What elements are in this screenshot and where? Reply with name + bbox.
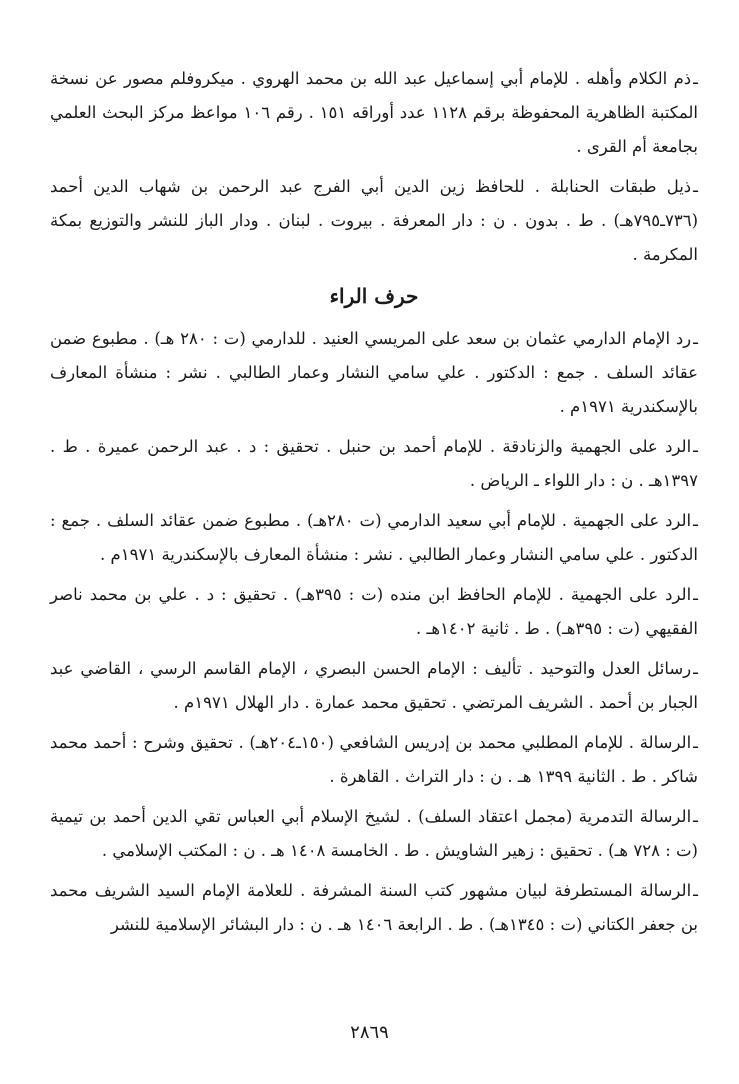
entry-text: الرد على الجهمية . للإمام الحافظ ابن منده (ت : ٣٩٥هـ) . تحقيق : د . علي بن محمد ناصر الفقيهي (ت : ٣٩٥هـ) . ط . ثانية ١٤٠٢هـ . [50, 585, 698, 638]
bibliography-entry: ـالرسالة المستطرفة لبيان مشهور كتب السنة المشرفة . للعلامة الإمام السيد الشريف محمد بن جعفر الكتاني (ت : ١٣٤٥هـ) . ط . الرابعة ١٤٠٦ هـ . ن : دار البشائر الإسلامية للنشر [50, 881, 698, 934]
entry-text: الرد على الجهمية والزنادقة . للإمام أحمد بن حنبل . تحقيق : د . عبد الرحمن عميرة . ط . ١٣٩٧هـ . ن : دار اللواء ـ الرياض . [50, 437, 698, 490]
bibliography-entry: ـالرسالة التدمرية (مجمل اعتقاد السلف) . لشيخ الإسلام أبي العباس تقي الدين أحمد بن تيمية (ت : ٧٢٨ هـ) . تحقيق : زهير الشاويش . ط . الخامسة ١٤٠٨ هـ . ن : المكتب الإسلامي . [50, 807, 698, 860]
entry-text: الرسالة . للإمام المطلبي محمد بن إدريس الشافعي (١٥٠ـ٢٠٤هـ) . تحقيق وشرح : أحمد محمد شاكر . ط . الثانية ١٣٩٩ هـ . ن : دار التراث . القاهرة . [50, 733, 698, 786]
page-number: ٢٨٦٩ [350, 1022, 389, 1043]
bibliography-entry: ـذم الكلام وأهله . للإمام أبي إسماعيل عبد الله بن محمد الهروي . ميكروفلم مصور عن نسخة المكتبة الظاهرية المحفوظة برقم ١١٢٨ عدد أوراقه ١٥١ . رقم ١٠٦ مواعظ مركز البحث العلمي بجامعة أم القرى . [50, 69, 699, 156]
bibliography-entry: ـذيل طبقات الحنابلة . للحافظ زين الدين أبي الفرج عبد الرحمن بن شهاب الدين أحمد (٧٣٦ـ٧٩٥هـ) . ط . بدون . ن : دار المعرفة . بيروت . لبنان . ودار الباز للنشر والتوزيع بمكة المكرمة . [50, 177, 698, 264]
entry-text: رد الإمام الدارمي عثمان بن سعد على المريسي العنيد . للدارمي (ت : ٢٨٠ هـ) . مطبوع ضمن عقائد السلف . جمع : الدكتور . علي سامي النشار وعمار الطالبي . نشر : منشأة المعارف بالإسكندرية ١٩٧١م . [50, 329, 698, 416]
bibliography-entry: ـرسائل العدل والتوحيد . تأليف : الإمام الحسن البصري ، الإمام القاسم الرسي ، القاضي عبد الجبار بن أحمد . الشريف المرتضي . تحقيق محمد عمارة . دار الهلال ١٩٧١م . [50, 659, 698, 712]
entry-text: رسائل العدل والتوحيد . تأليف : الإمام الحسن البصري ، الإمام القاسم الرسي ، القاضي عبد الجبار بن أحمد . الشريف المرتضي . تحقيق محمد عمارة . دار الهلال ١٩٧١م . [50, 659, 698, 712]
bibliography-entry: ـالرد على الجهمية . للإمام الحافظ ابن منده (ت : ٣٩٥هـ) . تحقيق : د . علي بن محمد ناصر الفقيهي (ت : ٣٩٥هـ) . ط . ثانية ١٤٠٢هـ . [50, 585, 699, 638]
entry-text: الرسالة التدمرية (مجمل اعتقاد السلف) . لشيخ الإسلام أبي العباس تقي الدين أحمد بن تيمية (ت : ٧٢٨ هـ) . تحقيق : زهير الشاويش . ط . الخامسة ١٤٠٨ هـ . ن : المكتب الإسلامي . [50, 807, 698, 860]
entry-text: ذم الكلام وأهله . للإمام أبي إسماعيل عبد الله بن محمد الهروي . ميكروفلم مصور عن نسخة المكتبة الظاهرية المحفوظة برقم ١١٢٨ عدد أوراقه ١٥١ . رقم ١٠٦ مواعظ مركز البحث العلمي بجامعة أم القرى . [50, 69, 699, 156]
entry-text: الرسالة المستطرفة لبيان مشهور كتب السنة المشرفة . للعلامة الإمام السيد الشريف محمد بن جعفر الكتاني (ت : ١٣٤٥هـ) . ط . الرابعة ١٤٠٦ هـ . ن : دار البشائر الإسلامية للنشر [50, 881, 698, 934]
bibliography-entry: ـالرسالة . للإمام المطلبي محمد بن إدريس الشافعي (١٥٠ـ٢٠٤هـ) . تحقيق وشرح : أحمد محمد شاكر . ط . الثانية ١٣٩٩ هـ . ن : دار التراث . القاهرة . [50, 733, 698, 786]
bibliography-entry: ـالرد على الجهمية والزنادقة . للإمام أحمد بن حنبل . تحقيق : د . عبد الرحمن عميرة . ط . ١٣٩٧هـ . ن : دار اللواء ـ الرياض . [50, 437, 698, 490]
section-heading: حرف الراء [329, 284, 419, 308]
bibliography-entry: ـرد الإمام الدارمي عثمان بن سعد على المريسي العنيد . للدارمي (ت : ٢٨٠ هـ) . مطبوع ضمن عقائد السلف . جمع : الدكتور . علي سامي النشار وعمار الطالبي . نشر : منشأة المعارف بالإسكندرية ١٩٧١م . [50, 329, 698, 416]
entry-text: الرد على الجهمية . للإمام أبي سعيد الدارمي (ت ٢٨٠هـ) . مطبوع ضمن عقائد السلف . جمع : الدكتور . علي سامي النشار وعمار الطالبي . نشر : منشأة المعارف بالإسكندرية ١٩٧١م . [50, 511, 698, 564]
entry-text: ذيل طبقات الحنابلة . للحافظ زين الدين أبي الفرج عبد الرحمن بن شهاب الدين أحمد (٧٣٦ـ٧٩٥هـ) . ط . بدون . ن : دار المعرفة . بيروت . لبنان . ودار الباز للنشر والتوزيع بمكة المكرمة . [50, 177, 698, 264]
bibliography-entry: ـالرد على الجهمية . للإمام أبي سعيد الدارمي (ت ٢٨٠هـ) . مطبوع ضمن عقائد السلف . جمع : الدكتور . علي سامي النشار وعمار الطالبي . نشر : منشأة المعارف بالإسكندرية ١٩٧١م . [50, 511, 698, 564]
page-body [50, 62, 698, 948]
